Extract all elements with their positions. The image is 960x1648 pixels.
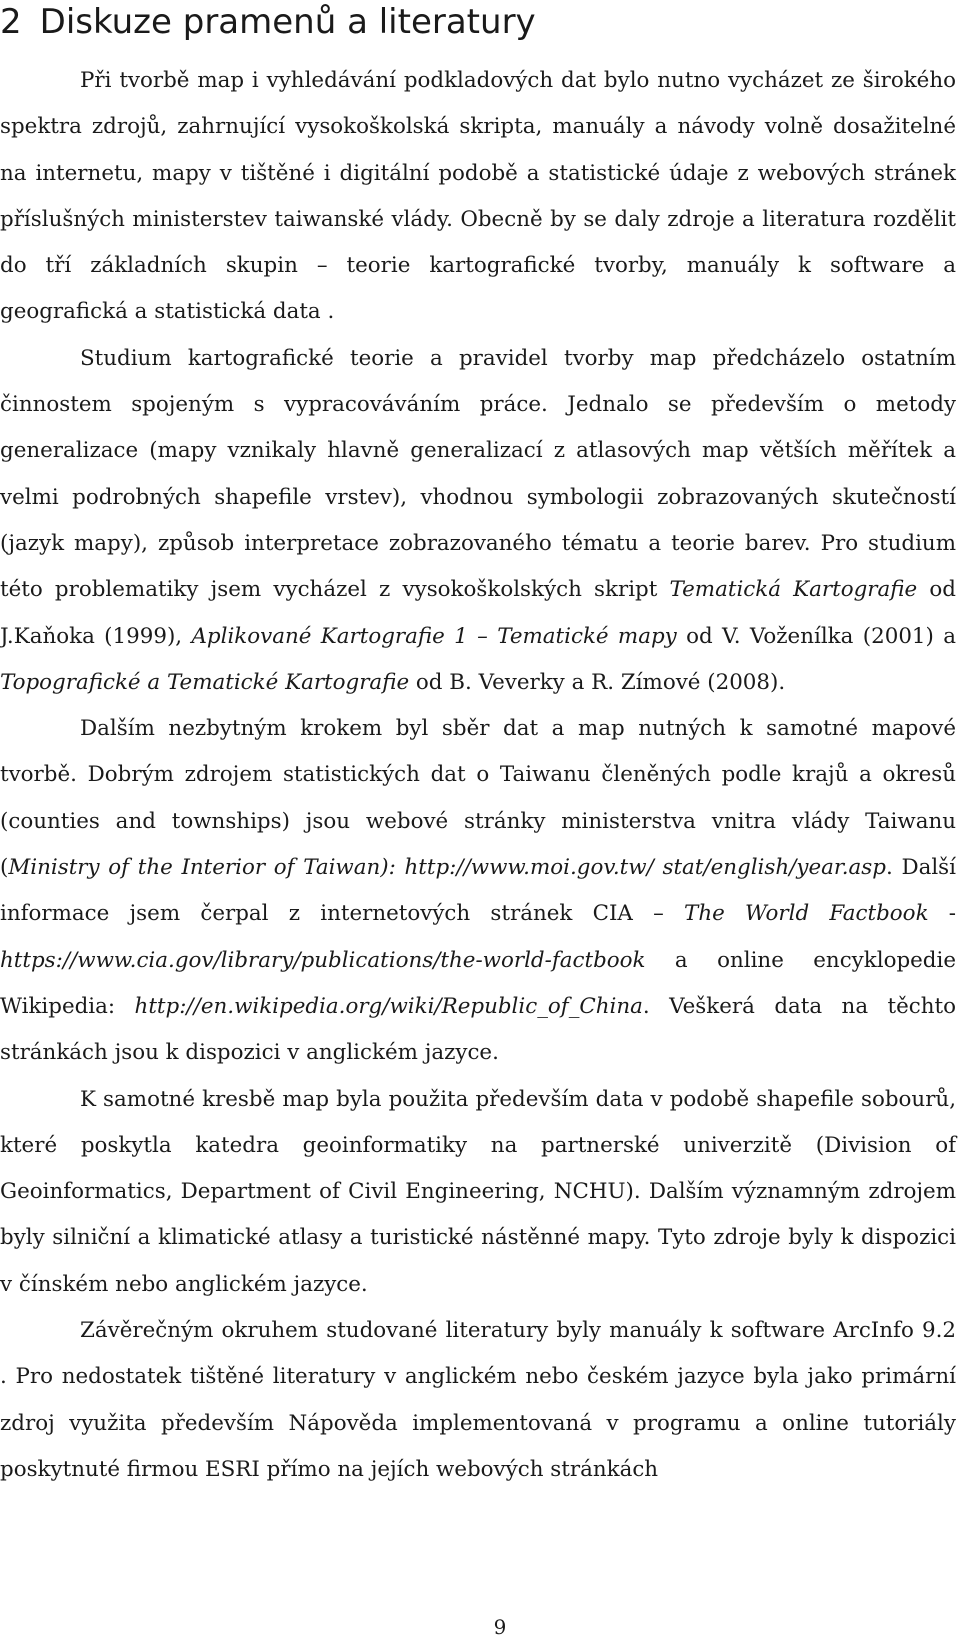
italic-text-run: https://www.cia.gov/library/publications/the-world-factbook: [0, 947, 646, 973]
paragraph: [0, 1308, 956, 1493]
section-heading: [0, 0, 536, 44]
paragraph: [0, 706, 956, 1076]
text-run: K samotné kresbě map byla použita především data v podobě shapefile sobourů, které poskytla katedra geoinformatiky na partnerské univerzitě (Division of Geoinformatics, Department of Civil Engineering, NCHU). Dalším významným zdrojem byly silniční a klimatické atlasy a turistické nástěnné mapy. Tyto zdroje byly k dispozici v čínském nebo anglickém jazyce.: [0, 1086, 956, 1297]
italic-text-run: http://en.wikipedia.org/wiki/Republic_of_China: [134, 993, 643, 1019]
text-run: a online encyklopedie Wikipedia:: [0, 947, 956, 1019]
italic-text-run: Ministry of the Interior of Taiwan): http://www.moi.gov.tw/ stat/english/year.asp: [8, 855, 886, 881]
italic-text-run: The World Factbook: [684, 901, 929, 927]
paragraph: [0, 58, 956, 336]
section-number: 2: [0, 2, 22, 42]
paragraph: [0, 336, 956, 706]
paragraph: [0, 1077, 956, 1308]
text-run: od V. Voženílka (2001) a: [676, 623, 957, 649]
page-number: 9: [493, 1615, 507, 1639]
italic-text-run: Tematická Kartografie: [669, 577, 918, 603]
text-run: Při tvorbě map i vyhledávání podkladových dat bylo nutno vycházet ze širokého spektra zdrojů, zahrnující vysokoškolská skripta, manuály a návody volně dosažitelné na internetu, mapy v tištěné i digitální podobě a statistické údaje z webových stránek příslušných ministerstev taiwanské vlády. Obecně by se daly zdroje a literatura rozdělit do tří základních skupin – teorie kartografické tvorby, manuály k software a geografická a statistická data .: [0, 68, 956, 325]
text-run: od B. Veverky a R. Zímové (2008).: [409, 669, 786, 695]
text-run: Studium kartografické teorie a pravidel tvorby map předcházelo ostatním činnostem spojeným s vypracováváním práce. Jednalo se především o metody generalizace (mapy vznikaly hlavně generalizací z atlasových map větších měřítek a velmi podrobných shapefile vrstev), vhodnou symbologii zobrazovaných skutečností (jazyk mapy), způsob interpretace zobrazovaného tématu a teorie barev. Pro studium této problematiky jsem vycházel z vysokoškolských skript: [0, 345, 956, 603]
body-text: [0, 58, 956, 1493]
text-run: Závěrečným okruhem studované literatury byly manuály k software ArcInfo 9.2 . Pro nedostatek tištěné literatury v anglickém nebo českém jazyce byla jako primární zdroj využita především Nápověda implementovaná v programu a online tutoriály poskytnuté firmou ESRI přímo na jejích webových stránkách: [0, 1318, 956, 1482]
italic-text-run: Topografické a Tematické Kartografie: [0, 669, 410, 695]
italic-text-run: Aplikované Kartografie 1 – Tematické mapy: [191, 623, 677, 649]
text-run: . Veškerá data na těchto stránkách jsou k dispozici v anglickém jazyce.: [0, 993, 956, 1066]
section-title: Diskuze pramenů a literatury: [39, 2, 536, 42]
text-run: Dalším nezbytným krokem byl sběr dat a map nutných k samotné mapové tvorbě. Dobrým zdrojem statistických dat o Taiwanu členěných podle krajů a okresů (counties and townships) jsou webové stránky ministerstva vnitra vlády Taiwanu (: [0, 716, 956, 881]
text-run: od J.Kaňoka (1999),: [0, 577, 956, 649]
text-run: . Další informace jsem čerpal z internetových stránek CIA –: [0, 855, 957, 927]
text-run: -: [928, 901, 956, 927]
